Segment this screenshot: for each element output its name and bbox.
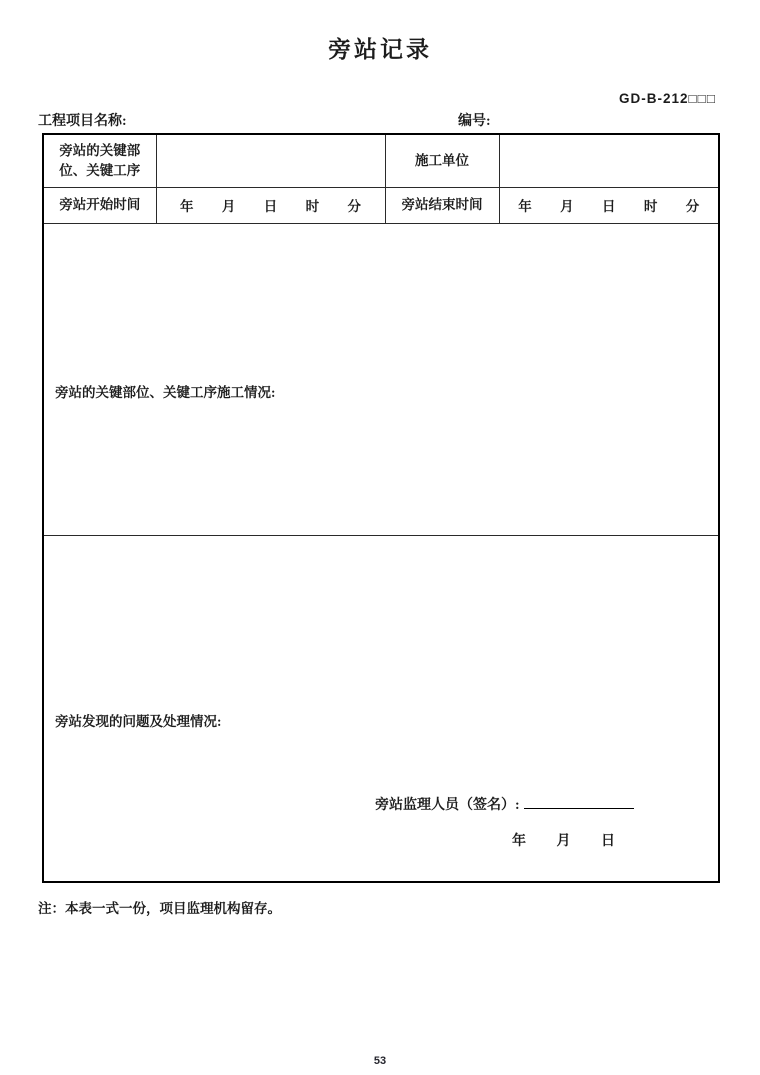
- number-label: 编号:: [458, 114, 491, 129]
- signature-label: 旁站监理人员（签名）:: [375, 797, 520, 813]
- footnote: 注：本表一式一份，项目监理机构留存。: [38, 901, 281, 916]
- construction-situation-cell[interactable]: [43, 223, 719, 535]
- construction-unit-value-cell[interactable]: [499, 134, 719, 187]
- start-time-value-cell[interactable]: 年 月 日 时 分: [156, 187, 385, 223]
- form-table: [42, 133, 720, 883]
- end-time-label: 旁站结束时间: [385, 187, 499, 223]
- signature-date: 年 月 日: [512, 833, 615, 849]
- key-part-value-cell[interactable]: [156, 134, 385, 187]
- signature-row: [375, 794, 634, 814]
- key-part-label: 旁站的关键部位、关键工序: [43, 134, 156, 187]
- meta-line: [0, 110, 760, 130]
- table-row: [43, 535, 719, 882]
- construction-unit-label: 施工单位: [385, 134, 499, 187]
- page-title: 旁站记录: [328, 37, 432, 62]
- table-row: [43, 134, 719, 187]
- construction-situation-label: 旁站的关键部位、关键工序施工情况:: [55, 384, 276, 400]
- problems-label: 旁站发现的问题及处理情况:: [55, 713, 222, 729]
- problems-cell[interactable]: [43, 535, 719, 882]
- form-code: GD-B-212□□□: [619, 91, 716, 106]
- page-number: 53: [373, 1055, 387, 1067]
- table-row: [43, 187, 719, 223]
- table-row: [43, 223, 719, 535]
- start-time-label: 旁站开始时间: [43, 187, 156, 223]
- end-time-value-cell[interactable]: 年 月 日 时 分: [499, 187, 719, 223]
- project-name-label: 工程项目名称:: [38, 114, 127, 129]
- signature-line[interactable]: [524, 797, 634, 809]
